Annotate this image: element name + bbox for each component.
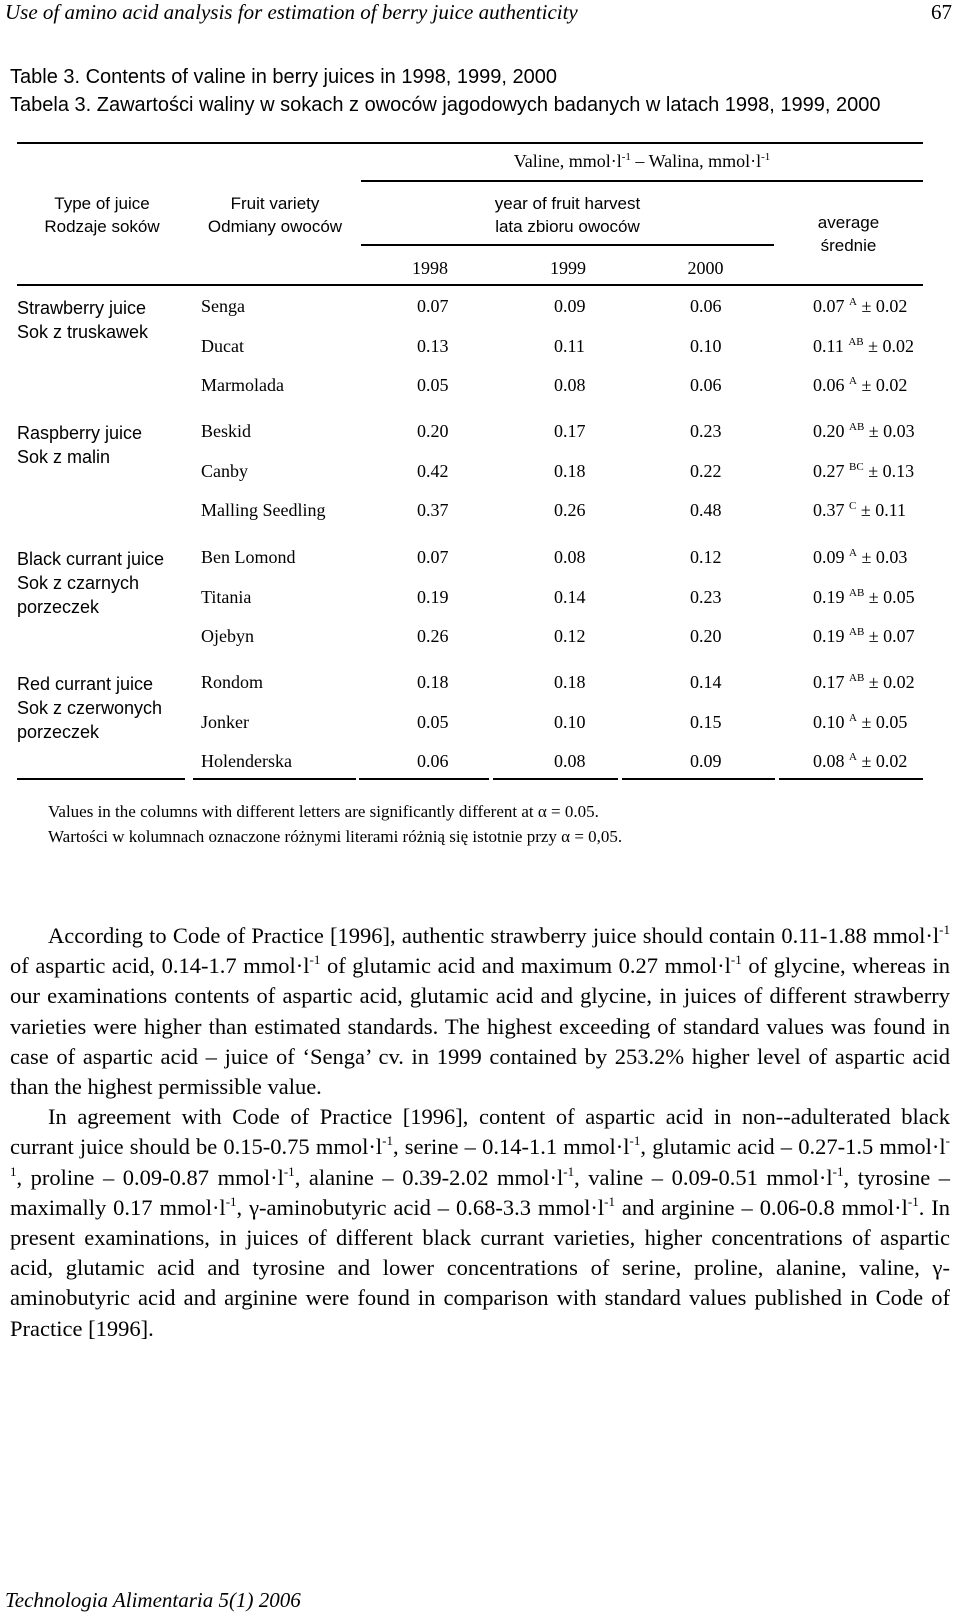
significance-letters: AB — [849, 421, 865, 433]
value-1998-cell: 0.13 — [417, 336, 449, 356]
value-2000-cell: 0.06 — [690, 296, 722, 316]
type-of-juice-header: Type of juice Rodzaje soków — [44, 194, 160, 236]
fruit-variety-cell: Jonker — [201, 712, 249, 732]
standard-deviation: ± 0.02 — [861, 375, 908, 395]
table-bottom-rule-average — [779, 778, 923, 780]
average-value: 0.07 — [813, 296, 845, 316]
average-value: 0.08 — [813, 751, 845, 771]
fruit-variety-cell: Ojebyn — [201, 626, 254, 646]
significance-letters: AB — [849, 672, 865, 684]
value-2000-cell: 0.48 — [690, 500, 722, 520]
value-1998-cell: 0.05 — [417, 712, 449, 732]
average-value: 0.17 — [813, 672, 845, 692]
value-2000-cell: 0.23 — [690, 421, 722, 441]
standard-deviation: ± 0.13 — [868, 461, 915, 481]
value-2000-cell: 0.15 — [690, 712, 722, 732]
table-bottom-rule-1998 — [359, 778, 489, 780]
average-value: 0.09 — [813, 547, 845, 567]
table-bottom-rule-1999 — [493, 778, 618, 780]
average-cell — [813, 296, 907, 317]
average-cell — [813, 626, 915, 647]
juice-type-label: Strawberry juice Sok z truskawek — [17, 298, 149, 342]
value-1998-cell: 0.18 — [417, 672, 449, 692]
average-value: 0.10 — [813, 712, 845, 732]
fruit-variety-header: Fruit variety Odmiany owoców — [207, 194, 343, 236]
average-cell — [813, 421, 915, 442]
value-2000-cell: 0.09 — [690, 751, 722, 771]
average-cell — [813, 712, 907, 733]
value-1999-cell: 0.08 — [554, 751, 586, 771]
value-1999-cell: 0.12 — [554, 626, 586, 646]
standard-deviation: ± 0.03 — [868, 421, 915, 441]
year-1998-header: 1998 — [412, 258, 448, 278]
significance-letters: A — [849, 712, 857, 724]
standard-deviation: ± 0.02 — [861, 296, 908, 316]
value-1998-cell: 0.07 — [417, 547, 449, 567]
value-2000-cell: 0.22 — [690, 461, 722, 481]
year-header-rule — [361, 244, 774, 246]
value-1998-cell: 0.06 — [417, 751, 449, 771]
value-2000-cell: 0.20 — [690, 626, 722, 646]
year-1999-header: 1999 — [550, 258, 586, 278]
value-1999-cell: 0.08 — [554, 547, 586, 567]
year-2000-header: 2000 — [687, 258, 724, 278]
standard-deviation: ± 0.03 — [861, 547, 908, 567]
significance-letters: A — [849, 375, 857, 387]
fruit-variety-cell: Rondom — [201, 672, 264, 692]
page-number: 67 — [931, 0, 952, 24]
value-2000-cell: 0.12 — [690, 547, 722, 567]
value-1998-cell: 0.19 — [417, 587, 449, 607]
value-2000-cell: 0.23 — [690, 587, 722, 607]
average-cell — [813, 751, 907, 772]
value-1998-cell: 0.05 — [417, 375, 449, 395]
value-1999-cell: 0.18 — [554, 672, 586, 692]
value-1998-cell: 0.07 — [417, 296, 449, 316]
significance-letters: A — [849, 296, 857, 308]
average-cell — [813, 336, 914, 357]
table-note-pl: Wartości w kolumnach oznaczone różnymi literami różnią się istotnie przy α = 0,05. — [48, 827, 623, 846]
average-cell — [813, 500, 906, 521]
fruit-variety-cell: Senga — [201, 296, 245, 316]
average-value: 0.19 — [813, 587, 845, 607]
average-value: 0.20 — [813, 421, 845, 441]
average-value: 0.06 — [813, 375, 845, 395]
standard-deviation: ± 0.11 — [860, 500, 907, 520]
significance-letters: BC — [849, 461, 864, 473]
juice-type-label: Raspberry juice Sok z malin — [17, 423, 143, 467]
standard-deviation: ± 0.05 — [868, 587, 915, 607]
standard-deviation: ± 0.05 — [861, 712, 908, 732]
fruit-variety-cell: Titania — [201, 587, 252, 607]
table-caption-pl: Tabela 3. Zawartości waliny w sokach z owoców jagodowych badanych w latach 1998, 1999, 2000 — [10, 94, 881, 116]
value-1999-cell: 0.11 — [554, 336, 585, 356]
juice-type-label: Red currant juice Sok z czerwonych porzeczek — [17, 674, 163, 742]
juice-type-label: Black currant juice Sok z czarnych porzeczek — [17, 549, 165, 617]
year-of-harvest-header: year of fruit harvest lata zbioru owoców — [494, 194, 641, 236]
body-text — [10, 921, 950, 1344]
significance-letters: AB — [848, 336, 864, 348]
value-2000-cell: 0.06 — [690, 375, 722, 395]
average-header: average średnie — [817, 213, 880, 255]
table-bottom-rule-2000 — [622, 778, 775, 780]
average-value: 0.11 — [813, 336, 844, 356]
value-1998-cell: 0.20 — [417, 421, 449, 441]
value-1999-cell: 0.14 — [554, 587, 586, 607]
average-cell — [813, 672, 915, 693]
significance-letters: C — [849, 500, 857, 512]
significance-letters: A — [849, 547, 857, 559]
table-bottom-rule-type — [17, 778, 185, 780]
value-1998-cell: 0.37 — [417, 500, 449, 520]
average-cell — [813, 461, 914, 482]
average-value: 0.19 — [813, 626, 845, 646]
table-bottom-rule-variety — [193, 778, 356, 780]
value-1999-cell: 0.08 — [554, 375, 586, 395]
value-1999-cell: 0.18 — [554, 461, 586, 481]
fruit-variety-cell: Canby — [201, 461, 248, 481]
average-cell — [813, 587, 915, 608]
fruit-variety-cell: Beskid — [201, 421, 252, 441]
paragraph-2: In agreement with Code of Practice [1996], content of aspartic acid in non--adulterated black currant juice should be 0.15-0.75 $mmol\cdot l^{-1}$, serine – 0.14-1.1 $mmol\cdot l^{-1}$, glutamic acid – 0.27-1.5 $mmol\cdot l^{-1}$, proline – 0.09-0.87 $mmol\cdot l^{-1}$, alanine – 0.39-2.02 $mmol\cdot l^{-1}$, valine – 0.09-0.51 $mmol\cdot l^{-1}$, tyrosine – maximally 0.17 $mmol\cdot l^{-1}$, γ-aminobutyric acid – 0.68-3.3 $mmol\cdot l^{-1}$ and arginine – 0.06-0.8 $mmol\cdot l^{-1}$. In present examinations, in juices of different black currant varieties, higher concentrations of aspartic acid, glutamic acid and tyrosine and lower concentrations of serine, proline, alanine, valine, γ-aminobutyric acid and arginine were found in comparison with standard values published in Code of Practice [1996]. — [10, 1104, 951, 1341]
fruit-variety-cell: Malling Seedling — [201, 500, 326, 520]
running-header-title: Use of amino acid analysis for estimation of berry juice authenticity — [5, 0, 578, 24]
fruit-variety-cell: Marmolada — [201, 375, 284, 395]
valine-unit-header: Valine, $mmol\cdot l^{-1}$ – Walina, $mmol\cdot l^{-1}$ — [513, 151, 771, 171]
average-cell — [813, 547, 907, 568]
value-1999-cell: 0.10 — [554, 712, 586, 732]
average-value: 0.37 — [813, 500, 845, 520]
value-1998-cell: 0.26 — [417, 626, 449, 646]
standard-deviation: ± 0.02 — [861, 751, 908, 771]
value-1998-cell: 0.42 — [417, 461, 449, 481]
significance-letters: A — [849, 751, 857, 763]
value-1999-cell: 0.17 — [554, 421, 586, 441]
standard-deviation: ± 0.02 — [868, 672, 915, 692]
paragraph-1: According to Code of Practice [1996], authentic strawberry juice should contain 0.11-1.88 $mmol\cdot l^{-1}$ of aspartic acid, 0.14-1.7 $mmol\cdot l^{-1}$ of glutamic acid and maximum 0.27 $mmol\cdot l^{-1}$ of glycine, whereas in our examinations contents of aspartic acid, glutamic acid and glycine, in juices of different strawberry varieties were higher than estimated standards. The highest exceeding of standard values was found in case of aspartic acid – juice of ‘Senga’ cv. in 1999 contained by 253.2% higher level of aspartic acid than the highest permissible value. — [10, 922, 951, 1100]
fruit-variety-cell: Holenderska — [201, 751, 292, 771]
table-top-rule — [17, 142, 923, 144]
average-cell — [813, 375, 907, 396]
table-header-bottom-rule — [17, 284, 923, 286]
value-2000-cell: 0.10 — [690, 336, 722, 356]
standard-deviation: ± 0.07 — [868, 626, 915, 646]
significance-letters: AB — [849, 626, 865, 638]
fruit-variety-cell: Ducat — [201, 336, 244, 356]
table-note-en: Values in the columns with different letters are significantly different at α = 0.05. — [48, 802, 599, 821]
significance-letters: AB — [849, 587, 865, 599]
value-2000-cell: 0.14 — [690, 672, 722, 692]
table-caption-en: Table 3. Contents of valine in berry juices in 1998, 1999, 2000 — [10, 66, 558, 88]
average-value: 0.27 — [813, 461, 845, 481]
journal-footer: Technologia Alimentaria 5(1) 2006 — [5, 1588, 301, 1612]
fruit-variety-cell: Ben Lomond — [201, 547, 296, 567]
standard-deviation: ± 0.02 — [868, 336, 915, 356]
value-1999-cell: 0.26 — [554, 500, 586, 520]
value-1999-cell: 0.09 — [554, 296, 586, 316]
valine-header-rule — [361, 180, 923, 182]
